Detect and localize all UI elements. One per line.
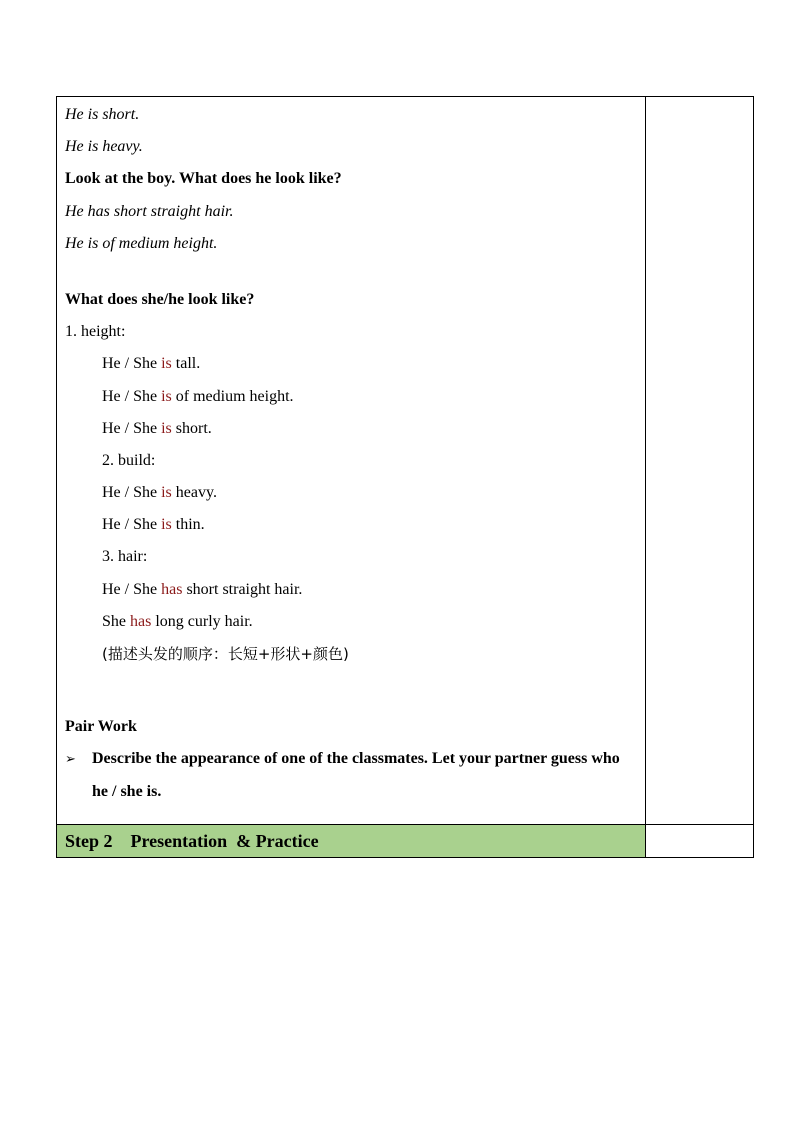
verb-highlight: is bbox=[161, 387, 172, 405]
sentence-short bbox=[65, 413, 638, 445]
content-row bbox=[57, 97, 754, 825]
step-cell bbox=[57, 824, 646, 857]
pair-work-instruction: Describe the appearance of one of the classmates. Let your partner guess who he / she is. bbox=[92, 750, 620, 800]
sentence-medium bbox=[65, 381, 638, 413]
arrow-bullet-icon: ➢ bbox=[65, 751, 76, 767]
predicate: thin. bbox=[171, 516, 205, 534]
spacer bbox=[65, 670, 638, 711]
sentence-thin bbox=[65, 509, 638, 541]
verb-highlight: has bbox=[161, 580, 183, 598]
sentence-tall bbox=[65, 348, 638, 380]
subject: He / She bbox=[102, 419, 162, 437]
predicate: short straight hair. bbox=[182, 580, 303, 598]
pair-work-bullet bbox=[65, 743, 638, 807]
text-line: He is heavy. bbox=[65, 138, 143, 156]
sentence-heavy bbox=[65, 477, 638, 509]
verb-highlight: is bbox=[161, 419, 172, 437]
predicate: of medium height. bbox=[171, 387, 294, 405]
heading-height: 1. height: bbox=[65, 323, 126, 341]
predicate: short. bbox=[171, 419, 212, 437]
verb-highlight: is bbox=[161, 516, 172, 534]
subject: He / She bbox=[102, 355, 162, 373]
predicate: tall. bbox=[171, 355, 201, 373]
heading-build: 2. build: bbox=[102, 451, 156, 469]
subject: He / She bbox=[102, 484, 162, 502]
content-cell bbox=[57, 97, 646, 825]
question-line: What does she/he look like? bbox=[65, 290, 255, 308]
step-notes-cell bbox=[646, 824, 754, 857]
verb-highlight: has bbox=[130, 612, 152, 630]
step-title: Step 2 Presentation & Practice bbox=[65, 830, 319, 851]
lesson-table bbox=[56, 96, 754, 858]
question-line: Look at the boy. What does he look like? bbox=[65, 170, 342, 188]
subject: He / She bbox=[102, 516, 162, 534]
heading-hair: 3. hair: bbox=[102, 548, 148, 566]
hair-order-note: (描述头发的顺序：长短+形状+颜色) bbox=[102, 645, 349, 663]
text-line: He is of medium height. bbox=[65, 234, 218, 252]
pair-work-title: Pair Work bbox=[65, 718, 137, 736]
predicate: long curly hair. bbox=[151, 612, 253, 630]
step-row bbox=[57, 824, 754, 857]
predicate: heavy. bbox=[171, 484, 217, 502]
subject: He / She bbox=[102, 387, 162, 405]
notes-cell bbox=[646, 97, 754, 825]
sentence-long-hair bbox=[65, 606, 638, 638]
text-line: He has short straight hair. bbox=[65, 202, 234, 220]
text-line: He is short. bbox=[65, 106, 140, 123]
sentence-short-hair bbox=[65, 574, 638, 606]
subject: She bbox=[102, 612, 130, 630]
spacer bbox=[65, 260, 638, 284]
subject: He / She bbox=[102, 580, 162, 598]
verb-highlight: is bbox=[161, 484, 172, 502]
verb-highlight: is bbox=[161, 355, 172, 373]
